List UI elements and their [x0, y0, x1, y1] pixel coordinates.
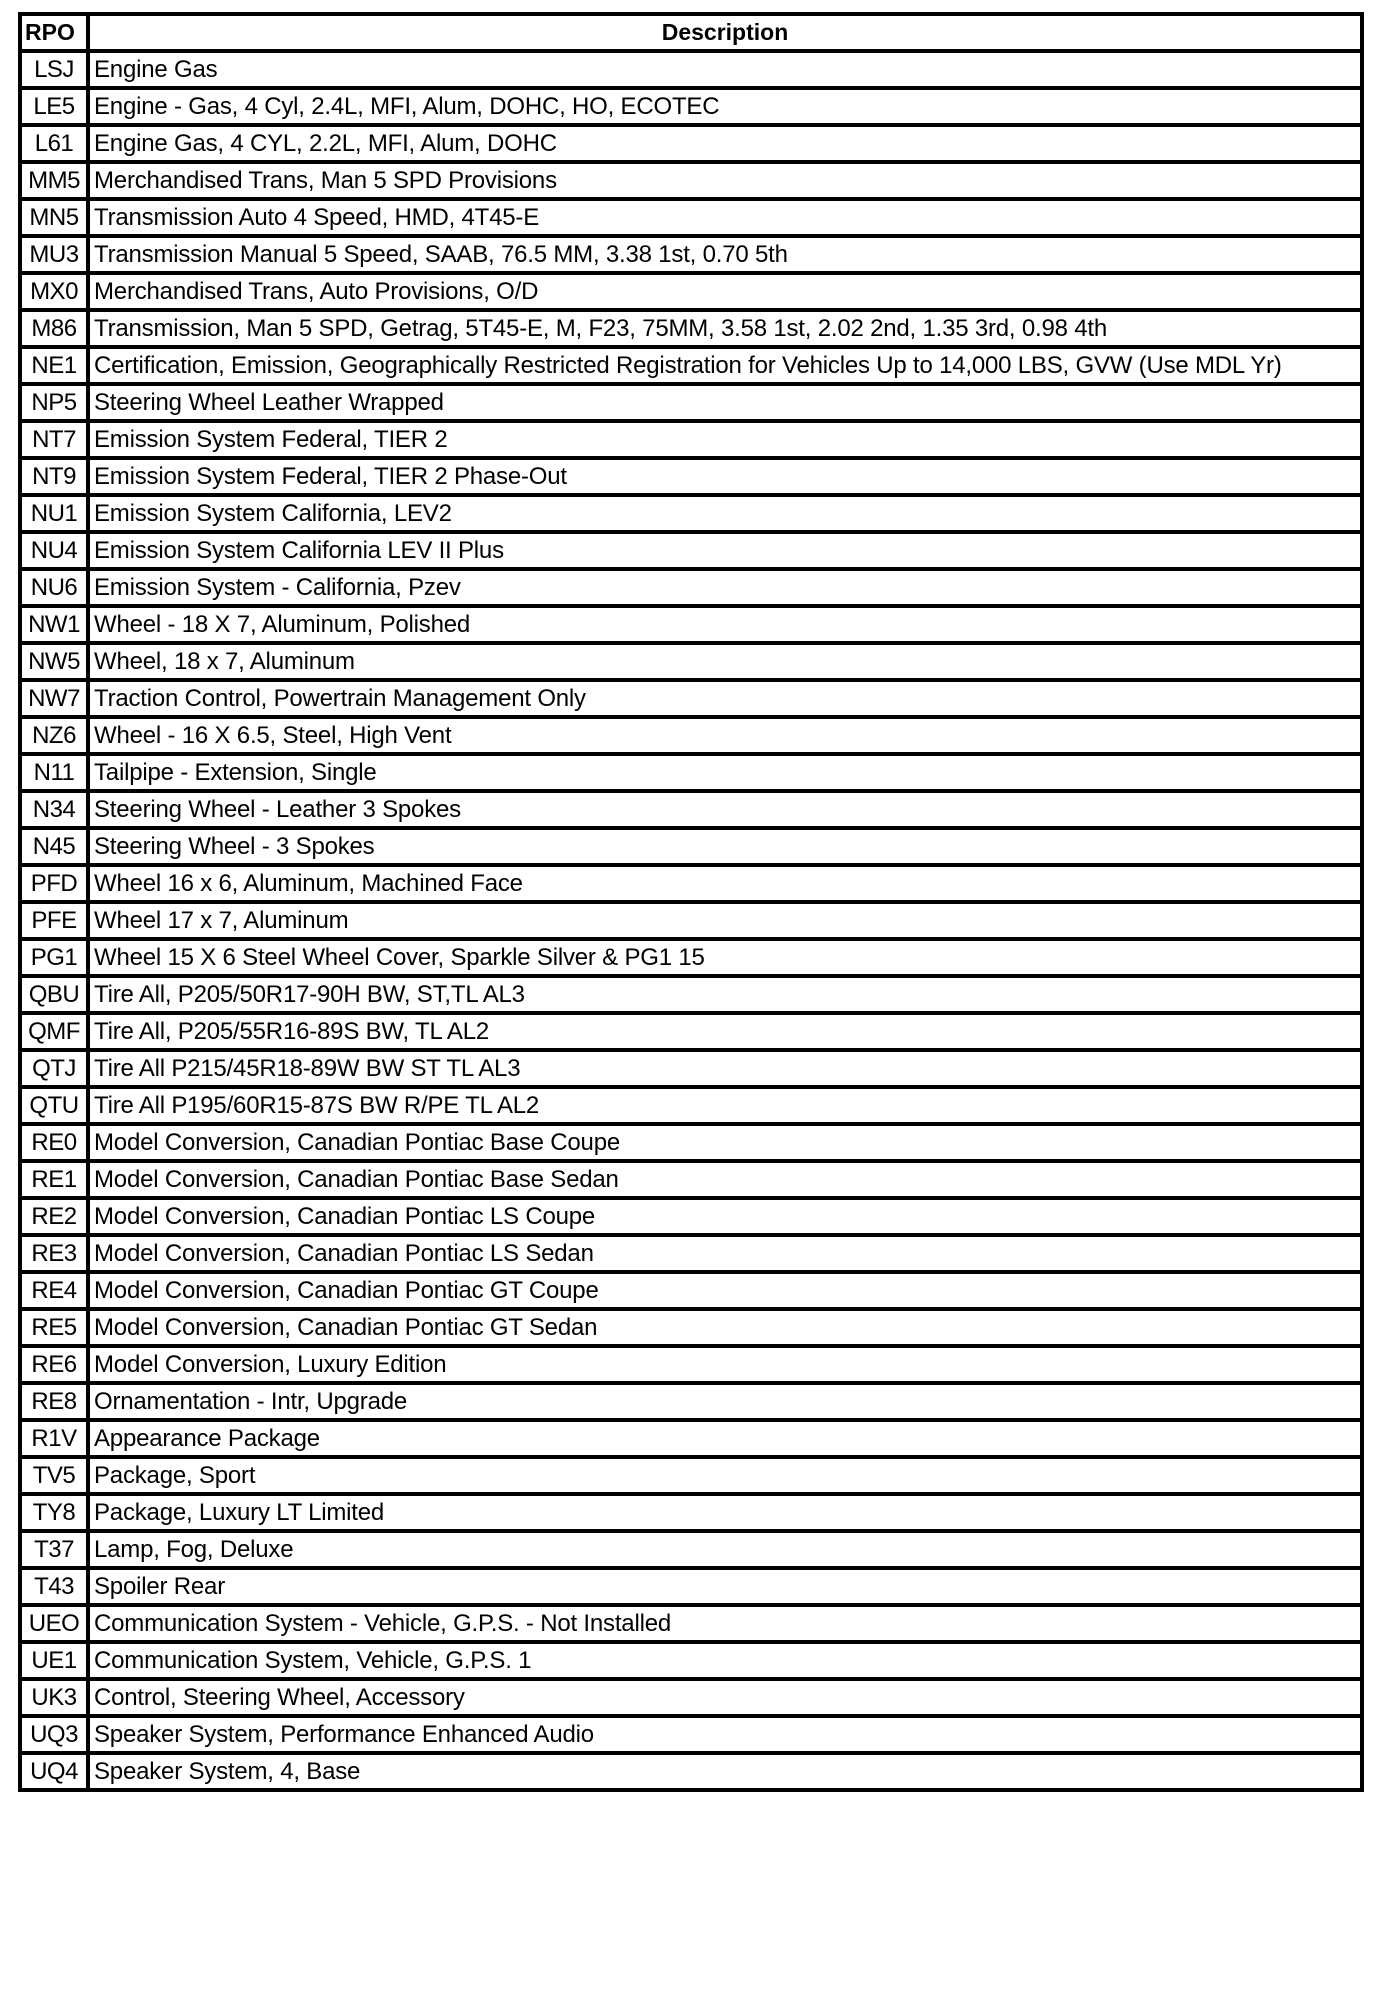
description-cell: Steering Wheel Leather Wrapped — [88, 384, 1362, 421]
table-row — [20, 865, 1362, 902]
rpo-code-cell: MU3 — [20, 236, 88, 273]
rpo-code-cell: NT9 — [20, 458, 88, 495]
rpo-code-cell: PG1 — [20, 939, 88, 976]
rpo-code-cell: R1V — [20, 1420, 88, 1457]
description-cell: Transmission Auto 4 Speed, HMD, 4T45-E — [88, 199, 1362, 236]
table-row — [20, 1716, 1362, 1753]
table-row — [20, 162, 1362, 199]
rpo-code-cell: LSJ — [20, 51, 88, 88]
table-row — [20, 1753, 1362, 1790]
table-row — [20, 606, 1362, 643]
table-row — [20, 495, 1362, 532]
description-cell: Package, Luxury LT Limited — [88, 1494, 1362, 1531]
table-row — [20, 1050, 1362, 1087]
rpo-code-cell: UK3 — [20, 1679, 88, 1716]
description-cell: Control, Steering Wheel, Accessory — [88, 1679, 1362, 1716]
rpo-code-cell: NW7 — [20, 680, 88, 717]
table-row — [20, 458, 1362, 495]
table-row — [20, 1272, 1362, 1309]
table-row — [20, 1679, 1362, 1716]
table-row — [20, 236, 1362, 273]
description-cell: Wheel 15 X 6 Steel Wheel Cover, Sparkle Silver & PG1 15 — [88, 939, 1362, 976]
description-cell: Emission System Federal, TIER 2 Phase-Out — [88, 458, 1362, 495]
rpo-code-cell: N11 — [20, 754, 88, 791]
table-row — [20, 384, 1362, 421]
table-body — [20, 51, 1362, 1790]
rpo-code-cell: UEO — [20, 1605, 88, 1642]
rpo-code-cell: RE3 — [20, 1235, 88, 1272]
rpo-code-cell: NZ6 — [20, 717, 88, 754]
description-cell: Engine Gas — [88, 51, 1362, 88]
description-cell: Engine - Gas, 4 Cyl, 2.4L, MFI, Alum, DOHC, HO, ECOTEC — [88, 88, 1362, 125]
table-row — [20, 532, 1362, 569]
description-cell: Steering Wheel - Leather 3 Spokes — [88, 791, 1362, 828]
table-row — [20, 421, 1362, 458]
table-row — [20, 1346, 1362, 1383]
description-cell: Wheel - 18 X 7, Aluminum, Polished — [88, 606, 1362, 643]
description-cell: Transmission Manual 5 Speed, SAAB, 76.5 MM, 3.38 1st, 0.70 5th — [88, 236, 1362, 273]
description-cell: Wheel 17 x 7, Aluminum — [88, 902, 1362, 939]
rpo-code-cell: N45 — [20, 828, 88, 865]
description-cell: Lamp, Fog, Deluxe — [88, 1531, 1362, 1568]
description-cell: Emission System California LEV II Plus — [88, 532, 1362, 569]
table-row — [20, 976, 1362, 1013]
rpo-code-cell: T43 — [20, 1568, 88, 1605]
rpo-code-cell: UQ4 — [20, 1753, 88, 1790]
rpo-code-cell: NW5 — [20, 643, 88, 680]
description-cell: Tire All P195/60R15-87S BW R/PE TL AL2 — [88, 1087, 1362, 1124]
description-cell: Speaker System, Performance Enhanced Audio — [88, 1716, 1362, 1753]
rpo-code-cell: PFE — [20, 902, 88, 939]
description-cell: Model Conversion, Luxury Edition — [88, 1346, 1362, 1383]
rpo-code-cell: T37 — [20, 1531, 88, 1568]
rpo-code-cell: MX0 — [20, 273, 88, 310]
rpo-code-cell: NW1 — [20, 606, 88, 643]
rpo-code-cell: MN5 — [20, 199, 88, 236]
table-row — [20, 199, 1362, 236]
rpo-code-cell: UQ3 — [20, 1716, 88, 1753]
description-cell: Spoiler Rear — [88, 1568, 1362, 1605]
rpo-code-cell: QTJ — [20, 1050, 88, 1087]
description-cell: Tire All, P205/50R17-90H BW, ST,TL AL3 — [88, 976, 1362, 1013]
rpo-code-cell: RE4 — [20, 1272, 88, 1309]
description-cell: Communication System - Vehicle, G.P.S. - Not Installed — [88, 1605, 1362, 1642]
description-cell: Tailpipe - Extension, Single — [88, 754, 1362, 791]
table-row — [20, 1383, 1362, 1420]
table-row — [20, 1420, 1362, 1457]
rpo-code-cell: NP5 — [20, 384, 88, 421]
table-row — [20, 791, 1362, 828]
rpo-code-cell: N34 — [20, 791, 88, 828]
table-row — [20, 717, 1362, 754]
table-row — [20, 88, 1362, 125]
table-row — [20, 273, 1362, 310]
table-row — [20, 680, 1362, 717]
rpo-code-cell: RE5 — [20, 1309, 88, 1346]
rpo-code-cell: TV5 — [20, 1457, 88, 1494]
description-cell: Model Conversion, Canadian Pontiac LS Sedan — [88, 1235, 1362, 1272]
description-cell: Model Conversion, Canadian Pontiac GT Sedan — [88, 1309, 1362, 1346]
description-cell: Speaker System, 4, Base — [88, 1753, 1362, 1790]
table-row — [20, 939, 1362, 976]
table-row — [20, 1309, 1362, 1346]
description-cell: Transmission, Man 5 SPD, Getrag, 5T45-E, M, F23, 75MM, 3.58 1st, 2.02 2nd, 1.35 3rd, 0.98 4th — [88, 310, 1362, 347]
description-cell: Communication System, Vehicle, G.P.S. 1 — [88, 1642, 1362, 1679]
table-row — [20, 902, 1362, 939]
rpo-code-cell: L61 — [20, 125, 88, 162]
description-cell: Package, Sport — [88, 1457, 1362, 1494]
rpo-code-cell: M86 — [20, 310, 88, 347]
rpo-code-cell: NU6 — [20, 569, 88, 606]
description-cell: Engine Gas, 4 CYL, 2.2L, MFI, Alum, DOHC — [88, 125, 1362, 162]
table-row — [20, 1198, 1362, 1235]
rpo-code-cell: LE5 — [20, 88, 88, 125]
description-cell: Model Conversion, Canadian Pontiac Base Sedan — [88, 1161, 1362, 1198]
rpo-code-cell: RE2 — [20, 1198, 88, 1235]
table-row — [20, 1605, 1362, 1642]
description-cell: Model Conversion, Canadian Pontiac GT Coupe — [88, 1272, 1362, 1309]
description-cell: Merchandised Trans, Auto Provisions, O/D — [88, 273, 1362, 310]
table-row — [20, 125, 1362, 162]
table-row — [20, 1494, 1362, 1531]
table-row — [20, 1013, 1362, 1050]
table-row — [20, 310, 1362, 347]
rpo-code-cell: NU4 — [20, 532, 88, 569]
column-header-rpo: RPO — [20, 14, 88, 51]
description-cell: Ornamentation - Intr, Upgrade — [88, 1383, 1362, 1420]
rpo-code-cell: NE1 — [20, 347, 88, 384]
description-cell: Model Conversion, Canadian Pontiac Base Coupe — [88, 1124, 1362, 1161]
table-header-row — [20, 14, 1362, 51]
description-cell: Certification, Emission, Geographically Restricted Registration for Vehicles Up to 14,000 LBS, GVW (Use MDL Yr) — [88, 347, 1362, 384]
description-cell: Tire All, P205/55R16-89S BW, TL AL2 — [88, 1013, 1362, 1050]
description-cell: Emission System - California, Pzev — [88, 569, 1362, 606]
rpo-code-cell: MM5 — [20, 162, 88, 199]
description-cell: Wheel 16 x 6, Aluminum, Machined Face — [88, 865, 1362, 902]
table-row — [20, 51, 1362, 88]
table-row — [20, 569, 1362, 606]
description-cell: Emission System Federal, TIER 2 — [88, 421, 1362, 458]
description-cell: Wheel, 18 x 7, Aluminum — [88, 643, 1362, 680]
table-row — [20, 1124, 1362, 1161]
table-row — [20, 347, 1362, 384]
table-row — [20, 828, 1362, 865]
description-cell: Merchandised Trans, Man 5 SPD Provisions — [88, 162, 1362, 199]
table-row — [20, 1087, 1362, 1124]
rpo-code-cell: RE1 — [20, 1161, 88, 1198]
description-cell: Appearance Package — [88, 1420, 1362, 1457]
description-cell: Tire All P215/45R18-89W BW ST TL AL3 — [88, 1050, 1362, 1087]
rpo-code-cell: TY8 — [20, 1494, 88, 1531]
table-row — [20, 1161, 1362, 1198]
description-cell: Emission System California, LEV2 — [88, 495, 1362, 532]
rpo-code-cell: QMF — [20, 1013, 88, 1050]
rpo-code-cell: RE8 — [20, 1383, 88, 1420]
table-row — [20, 1235, 1362, 1272]
rpo-table — [18, 12, 1364, 1792]
rpo-code-cell: QTU — [20, 1087, 88, 1124]
description-cell: Steering Wheel - 3 Spokes — [88, 828, 1362, 865]
description-cell: Wheel - 16 X 6.5, Steel, High Vent — [88, 717, 1362, 754]
rpo-code-cell: RE6 — [20, 1346, 88, 1383]
table-row — [20, 1457, 1362, 1494]
table-row — [20, 643, 1362, 680]
column-header-description: Description — [88, 14, 1362, 51]
rpo-code-cell: RE0 — [20, 1124, 88, 1161]
table-row — [20, 1642, 1362, 1679]
table-row — [20, 1568, 1362, 1605]
rpo-code-cell: NU1 — [20, 495, 88, 532]
rpo-code-cell: QBU — [20, 976, 88, 1013]
rpo-code-cell: UE1 — [20, 1642, 88, 1679]
rpo-code-cell: PFD — [20, 865, 88, 902]
rpo-code-cell: NT7 — [20, 421, 88, 458]
table-row — [20, 1531, 1362, 1568]
table-row — [20, 754, 1362, 791]
description-cell: Model Conversion, Canadian Pontiac LS Coupe — [88, 1198, 1362, 1235]
description-cell: Traction Control, Powertrain Management Only — [88, 680, 1362, 717]
